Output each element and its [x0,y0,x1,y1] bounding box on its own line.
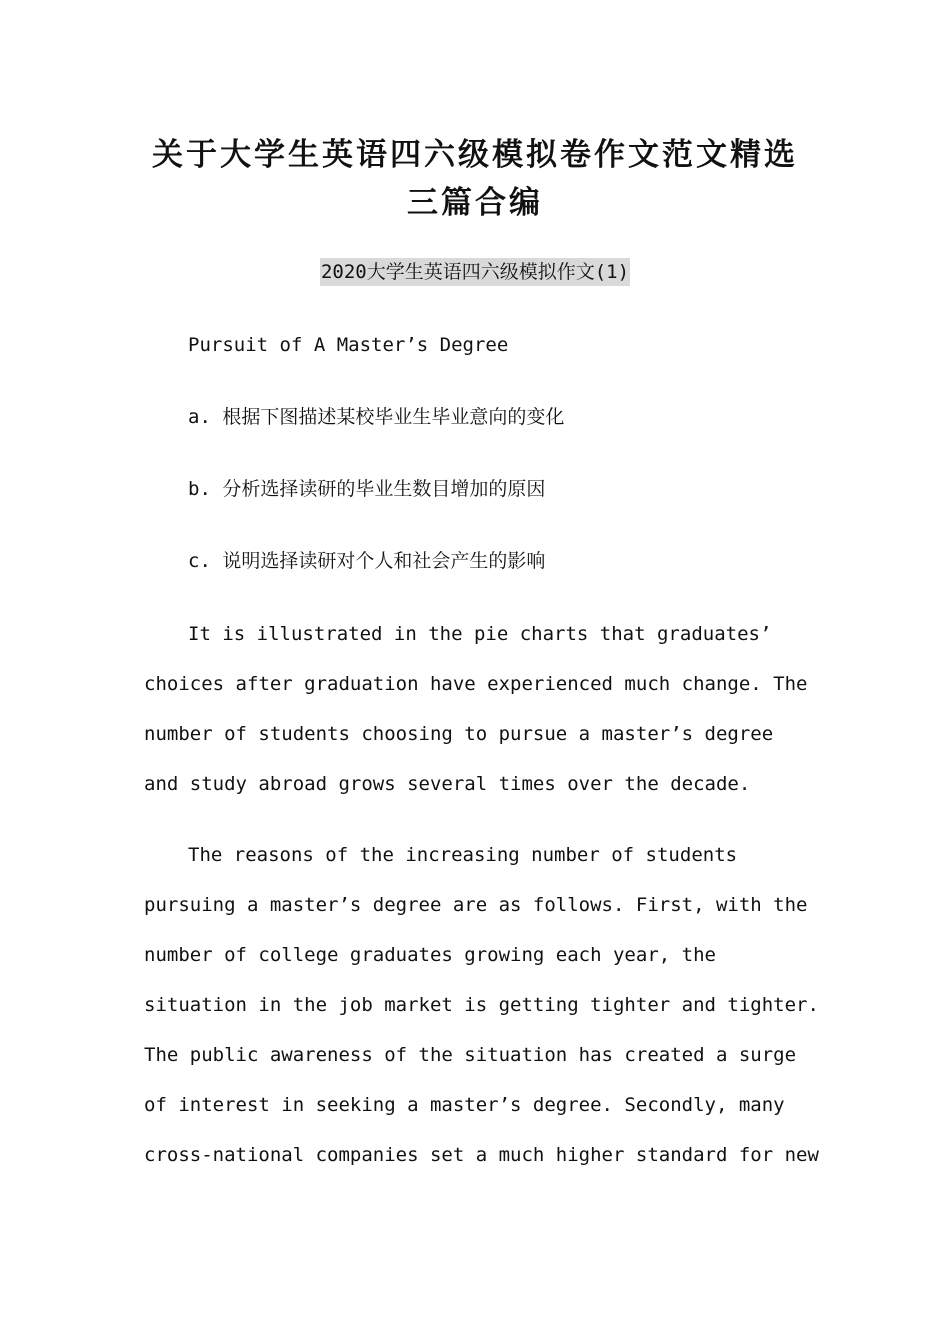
document-title-line-1: 关于大学生英语四六级模拟卷作文范文精选 [152,137,798,173]
paragraph-2-line-4: situation in the job market is getting tighter and tighter. [144,994,819,1016]
paragraph-1-line-2: choices after graduation have experienced much change. The [144,673,808,695]
paragraph-2-line-7: cross-national companies set a much higher standard for new [144,1144,819,1166]
prompt-a: a. 根据下图描述某校毕业生毕业意向的变化 [188,406,565,428]
paragraph-1-line-3: number of students choosing to pursue a master’s degree [144,723,774,745]
paragraph-1-line-1: It is illustrated in the pie charts that graduates’ [188,623,772,645]
document-title-line-2: 三篇合编 [407,185,543,221]
essay-title: Pursuit of A Master’s Degree [188,334,509,356]
paragraph-2-line-2: pursuing a master’s degree are as follows. First, with the [144,894,808,916]
prompt-c: c. 说明选择读研对个人和社会产生的影响 [188,550,546,572]
paragraph-2-line-5: The public awareness of the situation has created a surge [144,1044,797,1066]
subtitle-container [0,258,950,286]
paragraph-2-line-1: The reasons of the increasing number of students [188,844,738,866]
paragraph-2-line-3: number of college graduates growing each year, the [144,944,716,966]
paragraph-2-line-6: of interest in seeking a master’s degree. Secondly, many [144,1094,785,1116]
paragraph-1-line-4: and study abroad grows several times over the decade. [144,773,751,795]
prompt-b: b. 分析选择读研的毕业生数目增加的原因 [188,478,546,500]
section-subtitle: 2020大学生英语四六级模拟作文(1) [320,258,630,286]
